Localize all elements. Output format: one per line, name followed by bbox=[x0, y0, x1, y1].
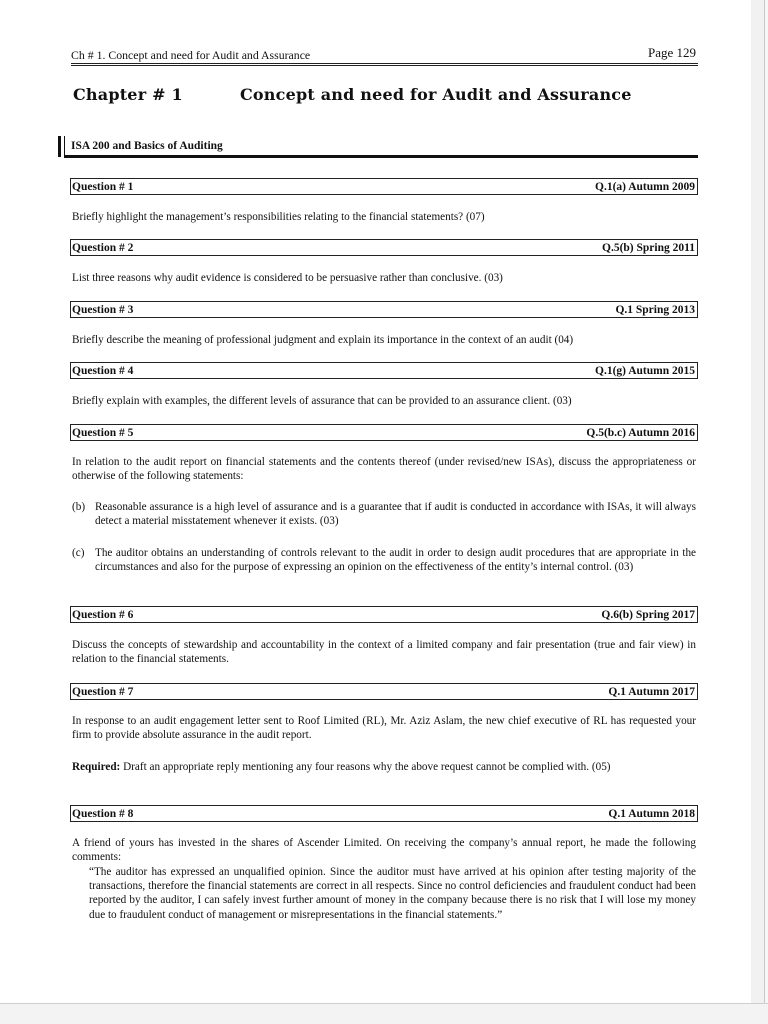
question-reference: Q.5(b.c) Autumn 2016 bbox=[586, 427, 695, 439]
question-label: Question # 6 bbox=[72, 609, 134, 621]
question-label: Question # 7 bbox=[72, 686, 134, 698]
question-label: Question # 8 bbox=[72, 808, 134, 820]
question-6-bar bbox=[70, 606, 698, 623]
chapter-number: Chapter # 1 bbox=[73, 85, 183, 104]
viewer-right-border bbox=[751, 0, 768, 1024]
item-text: The auditor obtains an understanding of controls relevant to the audit in order to design audit procedures that are appropriate in the circumstances and also for the purpose of expressing an opinion on the effectiveness of the entity’s internal control. (03) bbox=[95, 547, 696, 574]
question-label: Question # 4 bbox=[72, 365, 134, 377]
section-title: ISA 200 and Basics of Auditing bbox=[71, 140, 223, 152]
section-heading bbox=[58, 136, 698, 158]
question-reference: Q.1 Spring 2013 bbox=[615, 304, 695, 316]
question-label: Question # 5 bbox=[72, 427, 134, 439]
question-2-text: List three reasons why audit evidence is considered to be persuasive rather than conclusive. (03) bbox=[72, 272, 503, 284]
chapter-title: Concept and need for Audit and Assurance bbox=[240, 85, 632, 104]
viewer-bottom-border bbox=[0, 1003, 768, 1024]
question-label: Question # 1 bbox=[72, 181, 134, 193]
question-7-required bbox=[72, 760, 696, 774]
running-title: Ch # 1. Concept and need for Audit and Assurance bbox=[71, 48, 311, 62]
question-3-text: Briefly describe the meaning of professional judgment and explain its importance in the context of an audit (04) bbox=[72, 334, 574, 346]
question-5-intro: In relation to the audit report on financial statements and the contents thereof (under revised/new ISAs), discuss the appropriateness or otherwise of the following statements: bbox=[72, 456, 696, 483]
question-label: Question # 3 bbox=[72, 304, 134, 316]
question-reference: Q.6(b) Spring 2017 bbox=[601, 609, 695, 621]
question-8-quote: “The auditor has expressed an unqualified opinion. Since the auditor must have arrived at his opinion after testing majority of the transactions, therefore the financial statements are correct in all respects. Since no control deficiencies and fraudulent conduct had been reported by the auditor, I can safely invest further amount of money in the company because there is no risk that I will lose my money due to fraudulent conduct of management or misrepresentations in the financial statements.” bbox=[89, 866, 696, 921]
question-reference: Q.1(g) Autumn 2015 bbox=[595, 365, 695, 377]
question-5-bar bbox=[70, 424, 698, 441]
question-8-bar bbox=[70, 805, 698, 822]
question-4-text: Briefly explain with examples, the different levels of assurance that can be provided to an assurance client. (03) bbox=[72, 395, 572, 407]
item-marker: (c) bbox=[72, 547, 85, 559]
question-6-text: Discuss the concepts of stewardship and accountability in the context of a limited company and fair presentation (true and fair view) in relation to the financial statements. bbox=[72, 639, 696, 666]
item-text: Reasonable assurance is a high level of assurance and is a guarantee that if audit is conducted in accordance with ISAs, it will always detect a material misstatement whenever it exists. (03) bbox=[95, 501, 696, 528]
question-reference: Q.1(a) Autumn 2009 bbox=[595, 181, 695, 193]
question-reference: Q.5(b) Spring 2011 bbox=[602, 242, 695, 254]
question-7-intro: In response to an audit engagement letter sent to Roof Limited (RL), Mr. Aziz Aslam, the new chief executive of RL has requested your firm to provide absolute assurance in the audit report. bbox=[72, 715, 696, 742]
required-text: Draft an appropriate reply mentioning any four reasons why the above request cannot be complied with. (05) bbox=[120, 761, 611, 773]
question-reference: Q.1 Autumn 2017 bbox=[608, 686, 695, 698]
item-marker: (b) bbox=[72, 501, 86, 513]
question-3-bar bbox=[70, 301, 698, 318]
question-2-bar bbox=[70, 239, 698, 256]
section-rule bbox=[64, 155, 698, 158]
question-reference: Q.1 Autumn 2018 bbox=[608, 808, 695, 820]
question-4-bar bbox=[70, 362, 698, 379]
question-label: Question # 2 bbox=[72, 242, 134, 254]
section-bar-thin bbox=[64, 136, 65, 157]
question-7-bar bbox=[70, 683, 698, 700]
question-1-bar bbox=[70, 178, 698, 195]
question-8-intro: A friend of yours has invested in the shares of Ascender Limited. On receiving the company’s annual report, he made the following comments: bbox=[72, 837, 696, 864]
page-header bbox=[71, 46, 698, 66]
section-bar bbox=[58, 136, 61, 157]
page-number: Page 129 bbox=[647, 45, 696, 60]
required-label: Required: bbox=[72, 761, 121, 773]
question-1-text: Briefly highlight the management’s responsibilities relating to the financial statements? (07) bbox=[72, 211, 485, 223]
